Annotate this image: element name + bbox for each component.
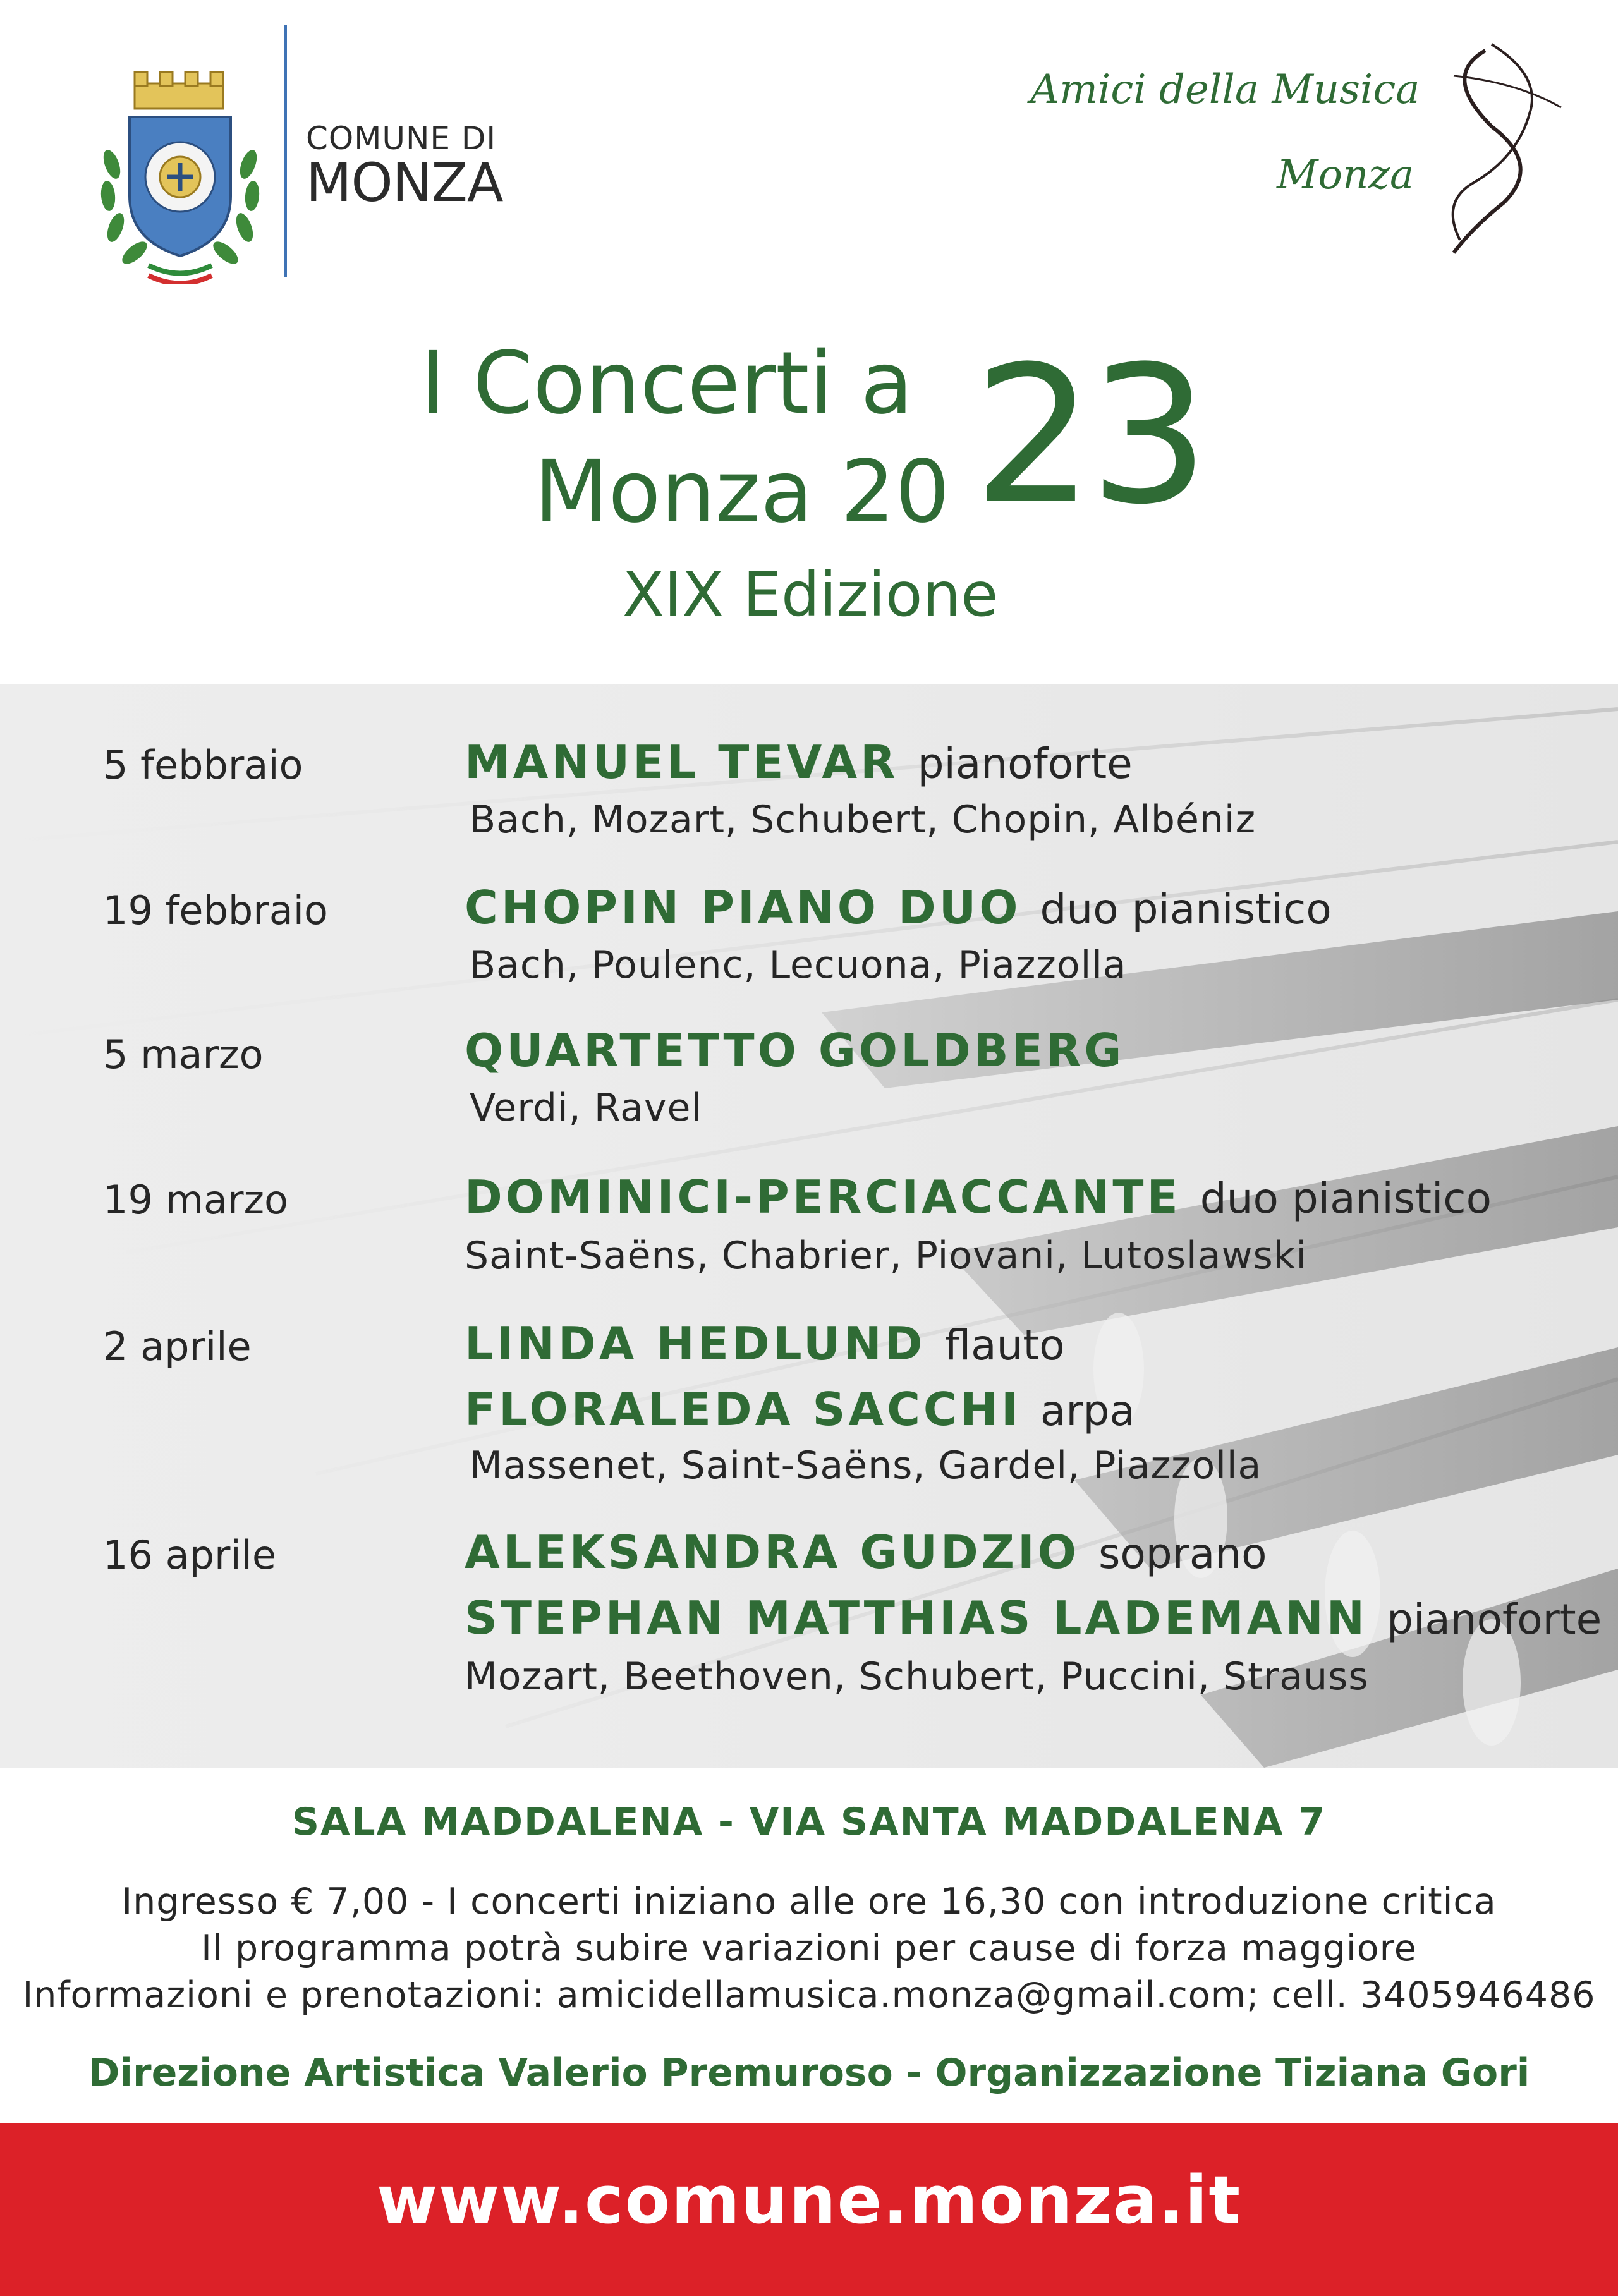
repertoire: Verdi, Ravel [470,1086,703,1130]
repertoire: Bach, Poulenc, Lecuona, Piazzolla [470,943,1127,987]
concert-date: 16 aprile [103,1532,277,1578]
monza-coat-of-arms-logo [85,70,275,284]
performer: STEPHAN MATTHIAS LADEMANN pianoforte [465,1591,1602,1644]
title-line-1: I Concerti a [420,334,913,434]
venue-address: SALA MADDALENA - VIA SANTA MADDALENA 7 [291,1800,1327,1844]
performer: DOMINICI-PERCIACCANTE duo pianistico [465,1170,1492,1224]
concert-date: 19 febbraio [103,887,328,933]
performer: QUARTETTO GOLDBERG [465,1024,1125,1077]
edition-label: XIX Edizione [623,559,999,630]
artistic-direction: Direzione Artistica Valerio Premuroso - Organizzazione Tiziana Gori [88,2051,1530,2095]
contact-info: Informazioni e prenotazioni: amicidellamusica.monza@gmail.com; cell. 3405946486 [22,1974,1596,2016]
crown-icon [135,72,223,109]
title-line-2: Monza 20 [534,442,950,542]
performer: FLORALEDA SACCHI arpa [465,1383,1135,1436]
performer: MANUEL TEVAR pianoforte [465,736,1133,789]
repertoire: Mozart, Beethoven, Schubert, Puccini, Strauss [465,1655,1369,1699]
website-link[interactable]: www.comune.monza.it [376,2161,1242,2238]
performer: CHOPIN PIANO DUO duo pianistico [465,881,1332,934]
concert-date: 19 marzo [103,1177,288,1223]
title-year-big: 23 [973,325,1205,546]
performer: ALEKSANDRA GUDZIO soprano [465,1526,1267,1579]
concert-date: 2 aprile [103,1323,252,1370]
repertoire: Saint-Saëns, Chabrier, Piovani, Lutoslawski [465,1234,1308,1278]
ticket-info: Ingresso € 7,00 - I concerti iniziano alle ore 16,30 con introduzione critica [121,1881,1497,1922]
concert-date: 5 febbraio [103,742,303,788]
repertoire: Massenet, Saint-Saëns, Gardel, Piazzolla [470,1443,1262,1488]
program-section [0,684,1618,1768]
amici-della-musica-logo-text: Amici della Musica [1030,66,1420,113]
performer: LINDA HEDLUND flauto [465,1317,1065,1370]
repertoire: Bach, Mozart, Schubert, Chopin, Albéniz [470,798,1256,842]
monza-label: MONZA [306,152,503,214]
amici-monza-logo-text: Monza [1277,152,1414,198]
treble-clef-icon [1416,38,1567,265]
program-disclaimer: Il programma potrà subire variazioni per cause di forza maggiore [201,1928,1417,1969]
comune-di-label: COMUNE DI [306,120,497,157]
concert-date: 5 marzo [103,1031,264,1078]
logo-divider [284,25,287,277]
